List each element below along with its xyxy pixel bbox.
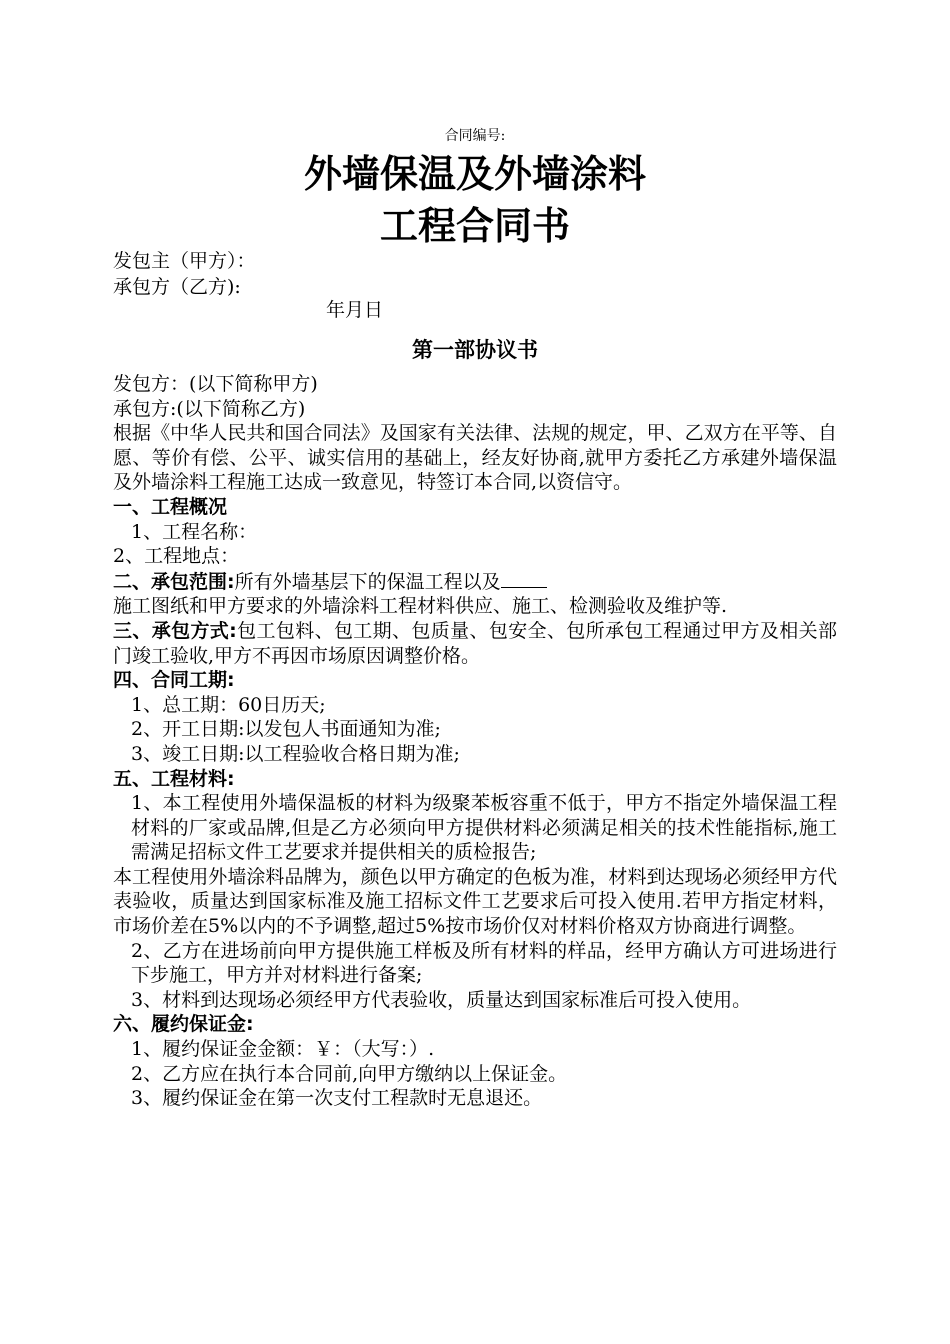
contractor-line: 承包方（乙方): [113, 276, 241, 298]
section-title: 第一部协议书 [412, 338, 538, 362]
scope-text-b: 施工图纸和甲方要求的外墙涂料工程材料供应、施工、检测验收及维护等. [113, 595, 728, 618]
period-total-item: 1、总工期：60日历天; [131, 693, 326, 716]
heading-contract-period: 四、合同工期: [113, 669, 235, 692]
document-title-line2: 工程合同书 [379, 204, 570, 248]
bond-amount-item: 1、履约保证金金额：￥：（大写：）. [131, 1038, 435, 1061]
preamble-paragraph: 根据《中华人民共和国合同法》及国家有关法律、法规的规定，甲、乙双方在平等、自愿、等价有偿、公平、诚实信用的基础上，经友好协商,就甲方委托乙方承建外墙保温及外墙涂料工程施工达成一致意见，特签订本合同,以资信守。 [113, 422, 837, 494]
materials-paragraph-2: 本工程使用外墙涂料品牌为，颜色以甲方确定的色板为准，材料到达现场必须经甲方代表验收，质量达到国家标准及施工招标文件工艺要求后可投入使用.若甲方指定材料，市场价差在5%以内的不予调整,超过5%按市场价仅对材料价格双方协商进行调整。 [113, 865, 837, 938]
contract-mode-text: 包工包料、包工期、包质量、包安全、包所承包工程通过甲方及相关部门竣工验收,甲方不再因市场原因调整价格。 [113, 619, 837, 667]
employer-line: 发包主（甲方）： [113, 250, 256, 272]
bond-payment-item: 2、乙方应在执行本合同前,向甲方缴纳以上保证金。 [131, 1062, 568, 1085]
project-location-item: 2、工程地点： [113, 545, 240, 568]
period-start-item: 2、开工日期:以发包人书面通知为准; [131, 718, 441, 741]
party-lines [113, 248, 837, 300]
heading-project-overview: 一、工程概况 [113, 495, 228, 518]
contract-number-label: 合同编号: [444, 128, 506, 144]
heading-performance-bond: 六、履约保证金: [113, 1013, 254, 1036]
period-end-item: 3、竣工日期:以工程验收合格日期为准; [131, 742, 460, 765]
document-title-line1: 外墙保温及外墙涂料 [303, 152, 646, 196]
employer-intro: 发包方：(以下简称甲方) [113, 373, 318, 395]
scope-text-a: 所有外墙基层下的保温工程以及 [234, 570, 501, 593]
contract-mode-paragraph [113, 619, 837, 668]
scope-paragraph [113, 569, 837, 595]
project-name-item: 1、工程名称： [131, 520, 258, 543]
heading-contract-mode: 三、承包方式: [113, 619, 237, 642]
bond-refund-item: 3、履约保证金在第一次支付工程款时无息退还。 [131, 1087, 543, 1110]
agreement-body [113, 372, 837, 1111]
contractor-intro: 承包方:(以下简称乙方) [113, 397, 306, 420]
materials-paragraph-3: 2、乙方在进场前向甲方提供施工样板及所有材料的样品，经甲方确认方可进场进行下步施工，甲方并对材料进行备案; [131, 939, 837, 987]
date-line: 年月日 [326, 299, 384, 321]
heading-scope: 二、承包范围: [113, 570, 235, 593]
heading-materials: 五、工程材料: [113, 767, 235, 790]
materials-paragraph-1: 1、本工程使用外墙保温板的材料为级聚苯板容重不低于，甲方不指定外墙保温工程材料的厂家或品牌,但是乙方必须向甲方提供材料必须满足相关的技术性能指标,施工需满足招标文件工艺要求并提供相关的质检报告; [131, 792, 837, 864]
materials-paragraph-4: 3、材料到达现场必须经甲方代表验收，质量达到国家标准后可投入使用。 [131, 988, 752, 1011]
fill-in-blank [501, 569, 547, 588]
